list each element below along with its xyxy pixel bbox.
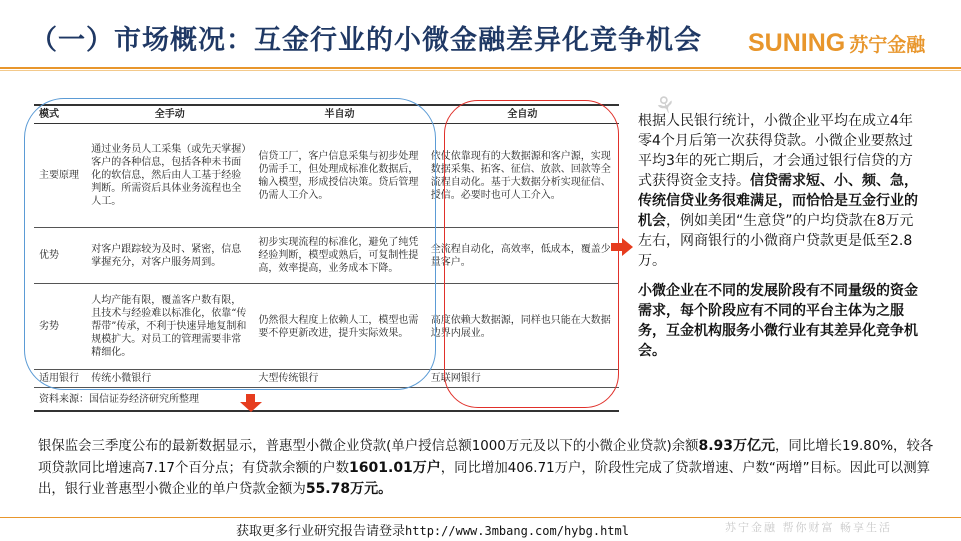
table-header-cell: 半自动 (253, 105, 425, 124)
table-cell: 互联网银行 (426, 370, 619, 388)
table-cell: 对客户跟踪较为及时、紧密，信息掌握充分，对客户服务周到。 (86, 228, 253, 284)
table-cell: 初步实现流程的标准化，避免了纯凭经验判断，模型或熟后，可复制性提高，效率提高，业务成本下降。 (253, 228, 425, 284)
summary-value: 1601.01万户 (349, 459, 441, 476)
suning-logo (748, 29, 925, 58)
summary-text: ，同比增加406.71万户，阶段性完成了贷款增速、户数“两增”目标。因此可以测算出，银行业普惠型小微企业的单户贷款金额为 (38, 460, 931, 497)
arrow-down-icon-stem (246, 394, 255, 402)
title-divider (0, 67, 961, 69)
table-cell: 依仗依靠现有的大数据源和客户源，实现数据采集、拓客、征信、放款、回款等全流程自动化。基于大数据分析实现征信、授信。必要时也可人工介入。 (426, 124, 619, 228)
side-text: 根据人民银行统计，小微企业平均在成立4年零4个月后第一次获得贷款。小微企业要熬过平均3年的死亡期后，才会通过银行信贷的方式获得资金支持。 (638, 113, 913, 189)
side-commentary (638, 111, 923, 361)
row-label: 优势 (34, 228, 86, 284)
arrow-right-icon (622, 238, 633, 256)
table-header-cell: 模式 (34, 105, 86, 124)
highlight-oval-red (444, 100, 619, 408)
footer-slogan: 苏宁金融 帮你财富 畅享生活 (725, 521, 892, 534)
summary-value: 8.93万亿元 (698, 438, 776, 454)
table-cell: 信贷工厂，客户信息采集与初步处理仍需手工，但处理成标准化数据后，输入模型，形成授信决策。贷后管理仍需人工介入。 (253, 124, 425, 228)
footer (236, 520, 629, 539)
table-cell: 人均产能有限，覆盖客户数有限，且技术与经验难以标准化，依靠“传帮带”传承，不利于快速异地复制和规模扩大。对员工的管理需要非常精细化。 (86, 284, 253, 370)
summary-text: 银保监会三季度公布的最新数据显示，普惠型小微企业贷款(单户授信总额1000万元及以下的小微企业贷款)余额 (38, 439, 699, 454)
watermark-icon: ⚘ (650, 88, 681, 123)
summary-text: ，同比增长19.80%，较各项贷款同比增速高7.17个百分点；有贷款余额的户数 (38, 439, 934, 476)
table-source: 资料来源：国信证券经济研究所整理 (34, 388, 619, 412)
footer-link[interactable]: http://www.3mbang.com/hybg.html (405, 524, 629, 538)
side-paragraph-2: 小微企业在不同的发展阶段有不同量级的资金需求，每个阶段应有不同的平台主体为之服务，互金机构服务小微行业有其差异化竞争机会。 (638, 283, 918, 359)
table-cell: 通过业务员人工采集（或先天掌握）客户的各种信息，包括各种未书面化的软信息，然后由人工基于经验判断。所需资后具体业务流程也全人工。 (86, 124, 253, 228)
title-divider-light (0, 70, 961, 71)
page-title: （一）市场概况：互金行业的小微金融差异化竞争机会 (30, 25, 702, 56)
highlight-oval-blue (24, 98, 436, 390)
table-cell: 全流程自动化，高效率，低成本，覆盖少量客户。 (426, 228, 619, 284)
row-label: 主要原理 (34, 124, 86, 228)
table-header-cell: 全手动 (86, 105, 253, 124)
row-label: 劣势 (34, 284, 86, 370)
table-cell: 仍然很大程度上依赖人工，模型也需要不停更新改进，提升实际效果。 (253, 284, 425, 370)
side-paragraph-1 (638, 111, 923, 271)
table-header-cell: 全自动 (426, 105, 619, 124)
logo-text-cn: 苏宁金融 (849, 34, 926, 56)
bottom-summary (38, 436, 938, 501)
side-highlight: 信贷需求短、小、频、急，传统信贷业务很难满足，而恰恰是互金行业的机会 (638, 173, 918, 229)
summary-value: 55.78万元。 (305, 481, 393, 497)
arrow-right-icon-stem (611, 243, 622, 251)
side-text-tail: ，例如美团“生意贷”的户均贷款在8万元左右，网商银行的小微商户贷款更是低至2.8万。 (638, 213, 914, 269)
table-cell: 高度依赖大数据源，同样也只能在大数据边界内展业。 (426, 284, 619, 370)
footer-divider (0, 517, 961, 518)
row-label: 适用银行 (34, 370, 86, 388)
footer-text: 获取更多行业研究报告请登录 (236, 524, 406, 539)
arrow-down-icon (240, 402, 262, 412)
table-cell: 传统小微银行 (86, 370, 253, 388)
logo-text-en: SUNING (748, 29, 846, 57)
table-cell: 大型传统银行 (253, 370, 425, 388)
